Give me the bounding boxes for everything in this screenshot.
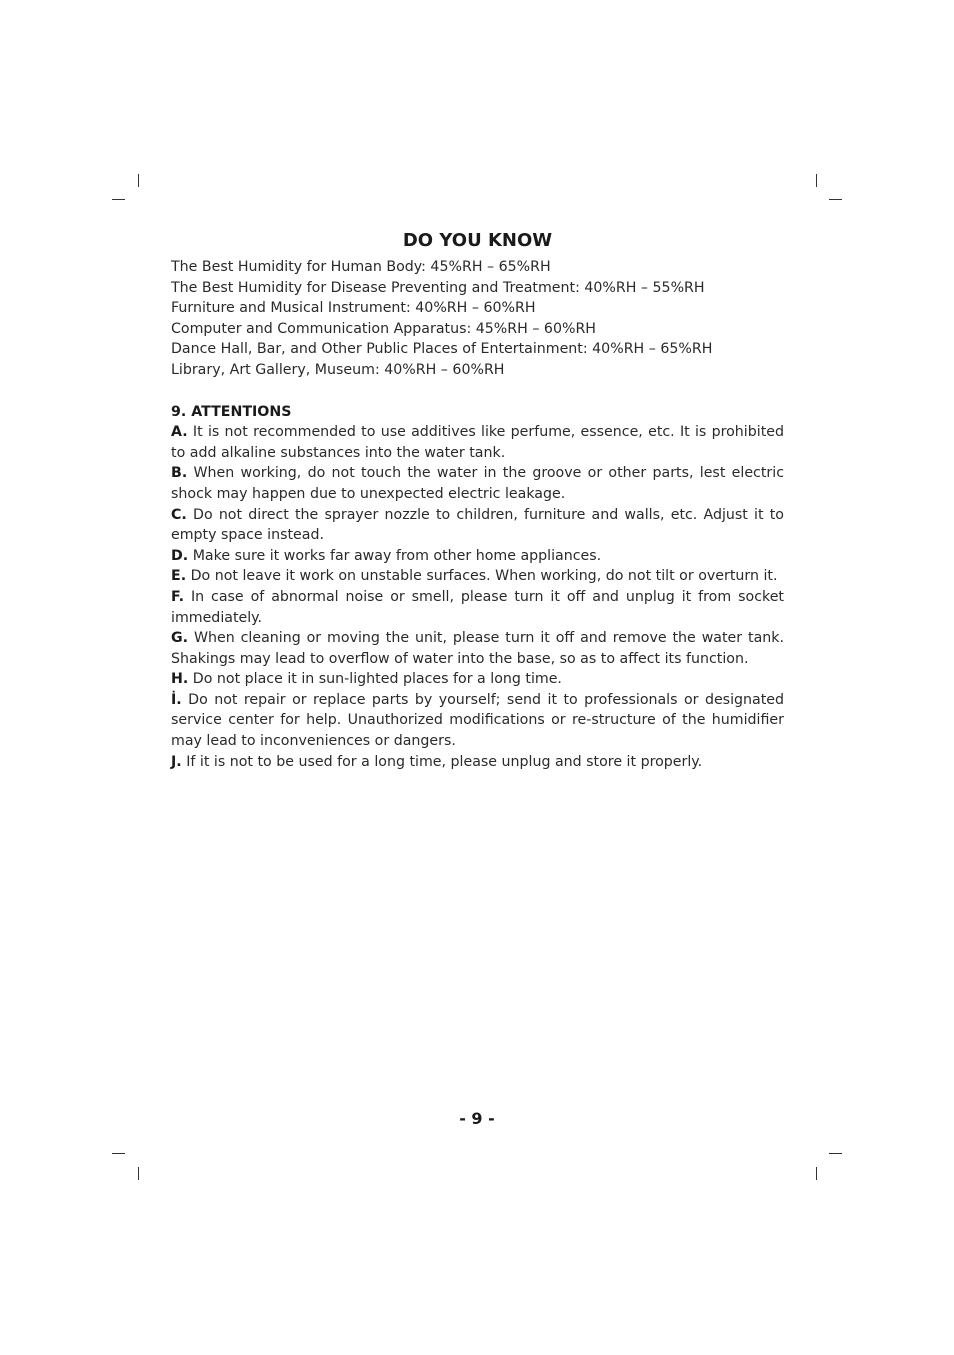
attention-text: Do not direct the sprayer nozzle to children, furniture and walls, etc. Adjust it to empty space instead. [171,506,784,544]
humidity-fact: Library, Art Gallery, Museum: 40%RH – 60%RH [171,361,505,378]
humidity-fact: The Best Humidity for Disease Preventing and Treatment: 40%RH – 55%RH [171,279,705,296]
attention-letter: J. [171,753,182,770]
attention-text: It is not recommended to use additives like perfume, essence, etc. It is prohibited to add alkaline substances into the water tank. [171,424,784,461]
attention-item [171,463,784,504]
attention-letter: İ. [171,691,182,708]
attention-item [171,505,784,546]
attention-text: When cleaning or moving the unit, please turn it off and remove the water tank. Shakings may lead to overflow of water into the base, so as to affect its function. [171,630,784,667]
attention-letter: B. [171,465,188,482]
attention-text: When working, do not touch the water in the groove or other parts, lest electric shock may happen due to unexpected electric leakage. [171,465,784,502]
attention-text: Do not leave it work on unstable surfaces. When working, do not tilt or overturn it. [190,568,778,585]
attention-item [171,566,784,587]
attention-item [171,546,784,567]
attention-text: In case of abnormal noise or smell, please turn it off and unplug it from socket immediately. [171,588,784,626]
attention-letter: H. [171,671,189,688]
humidity-fact: Furniture and Musical Instrument: 40%RH – 60%RH [171,300,536,317]
humidity-fact: The Best Humidity for Human Body: 45%RH – 65%RH [171,259,551,275]
humidity-fact: Computer and Communication Apparatus: 45%RH – 60%RH [171,320,596,337]
humidity-facts-list [171,257,784,381]
page-number: - 9 - [459,1109,495,1128]
attention-item [171,752,784,773]
attention-letter: G. [171,630,189,647]
attentions-heading: 9. ATTENTIONS [171,403,292,420]
attention-text: Do not repair or replace parts by yourself; send it to professionals or designated service center for help. Unauthorized modifications or re-structure of the humidifier may lead to inconveniences or dangers. [171,691,784,750]
attention-letter: D. [171,547,189,564]
attentions-list [171,422,784,772]
attention-letter: C. [171,506,187,523]
crop-mark-bottom-left-horizontal [112,1153,125,1154]
page-content [171,228,784,772]
crop-mark-bottom-left-vertical [138,1167,139,1180]
attention-letter: E. [171,568,187,585]
attention-text: Make sure it works far away from other home appliances. [192,547,602,564]
crop-mark-bottom-right-vertical [816,1167,817,1180]
humidity-fact: Dance Hall, Bar, and Other Public Places of Entertainment: 40%RH – 65%RH [171,341,713,358]
attention-text: Do not place it in sun-lighted places for a long time. [192,671,562,688]
attention-item [171,422,784,463]
attention-item [171,669,784,690]
attention-item [171,690,784,752]
attention-letter: F. [171,588,184,605]
crop-mark-top-left-horizontal [112,199,125,200]
crop-mark-top-right-vertical [816,174,817,187]
attention-item [171,628,784,669]
crop-mark-bottom-right-horizontal [829,1153,842,1154]
crop-mark-top-right-horizontal [829,199,842,200]
crop-mark-top-left-vertical [138,174,139,187]
attention-item [171,587,784,628]
attention-letter: A. [171,424,188,441]
page-title: DO YOU KNOW [402,230,553,251]
attention-text: If it is not to be used for a long time, please unplug and store it properly. [186,753,703,770]
